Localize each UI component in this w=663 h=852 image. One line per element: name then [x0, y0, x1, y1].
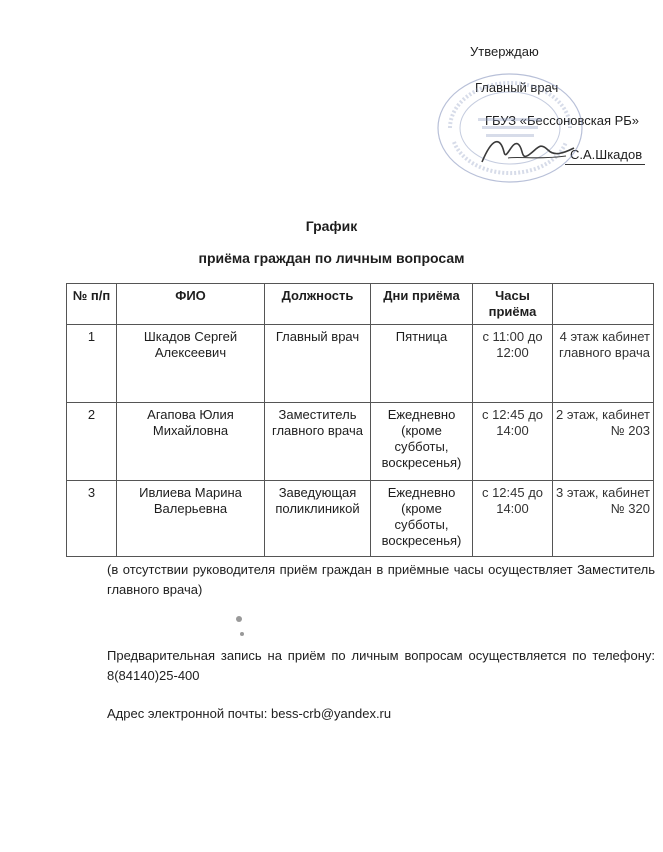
- table-header-row: [67, 284, 654, 325]
- row-position: Заведующая поликлиникой: [265, 481, 371, 557]
- row-hours: с 11:00 до 12:00: [473, 325, 553, 403]
- row-hours: с 12:45 до 14:00: [473, 403, 553, 481]
- row-name: Ивлиева Марина Валерьевна: [117, 481, 265, 557]
- row-room: 3 этаж, кабинет № 320: [553, 481, 654, 557]
- scan-speck: [236, 616, 242, 622]
- approval-signer: С.А.Шкадов: [570, 147, 643, 162]
- appointment-note: Предварительная запись на приём по личным вопросам осуществляется по телефону: 8(84140)25-400: [107, 648, 655, 683]
- row-days: Пятница: [371, 325, 473, 403]
- approval-heading: Утверждаю: [470, 44, 539, 59]
- row-days: Ежедневно (кроме субботы, воскресенья): [371, 403, 473, 481]
- row-days: Ежедневно (кроме субботы, воскресенья): [371, 481, 473, 557]
- approval-block: [0, 0, 663, 180]
- row-room: 4 этаж кабинет главного врача: [553, 325, 654, 403]
- table-row: [67, 481, 654, 557]
- document-title: График: [305, 218, 358, 234]
- header-room: [553, 284, 654, 325]
- table-row: [67, 403, 654, 481]
- header-days: Дни приёма: [371, 284, 473, 325]
- row-num: 2: [67, 403, 117, 481]
- scan-speck: [240, 632, 244, 636]
- row-name: Шкадов Сергей Алексеевич: [117, 325, 265, 403]
- reception-schedule-table: [66, 283, 654, 557]
- header-num: № п/п: [67, 284, 117, 325]
- approval-position: Главный врач: [475, 80, 559, 95]
- approval-organization: ГБУЗ «Бессоновская РБ»: [485, 113, 640, 128]
- absence-note: (в отсутствии руководителя приём граждан в приёмные часы осуществляет Заместитель главного врача): [107, 562, 655, 597]
- table-row: [67, 325, 654, 403]
- row-num: 3: [67, 481, 117, 557]
- row-room: 2 этаж, кабинет № 203: [553, 403, 654, 481]
- header-position: Должность: [265, 284, 371, 325]
- signature-line: [565, 164, 645, 165]
- header-hours: Часы приёма: [473, 284, 553, 325]
- row-hours: с 12:45 до 14:00: [473, 481, 553, 557]
- row-name: Агапова Юлия Михайловна: [117, 403, 265, 481]
- row-position: Главный врач: [265, 325, 371, 403]
- email-note: Адрес электронной почты: bess-crb@yandex.ru: [107, 706, 392, 721]
- document-subtitle: приёма граждан по личным вопросам: [198, 250, 465, 266]
- row-position: Заместитель главного врача: [265, 403, 371, 481]
- row-num: 1: [67, 325, 117, 403]
- header-name: ФИО: [117, 284, 265, 325]
